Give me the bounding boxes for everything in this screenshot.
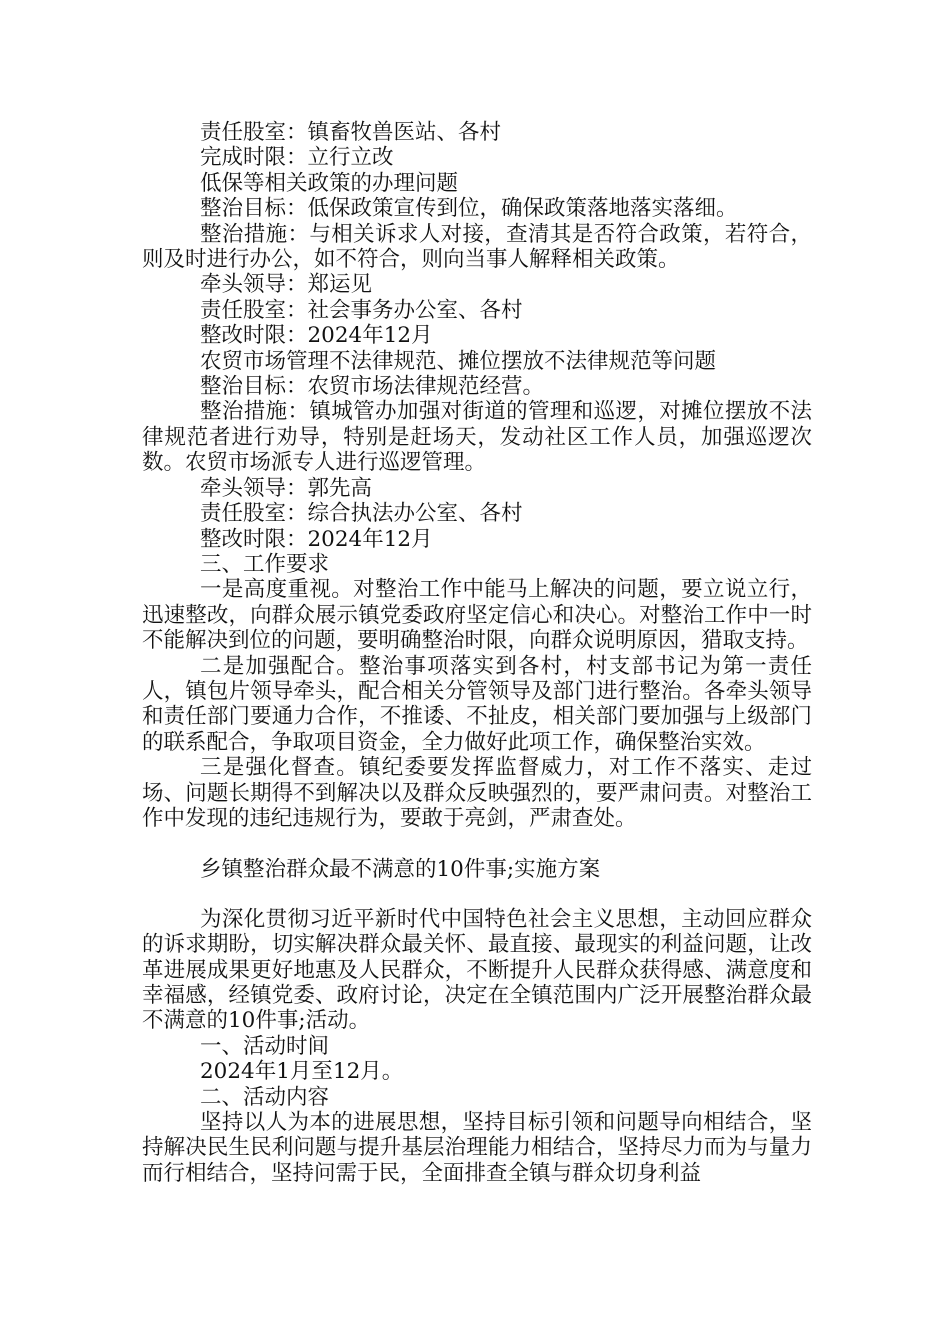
paragraph: 牵头领导：郭先高 [200, 475, 373, 501]
paragraph: 为深化贯彻习近平新时代中国特色社会主义思想，主动回应群众的诉求期盼，切实解决群众最关怀、最直接、最现实的利益问题，让改革进展成果更好地惠及人民群众，不断提升人民群众获得感、满意度和幸福感，经镇党委、政府讨论，决定在全镇范围内广泛开展整治群众最不满意的10件事;活动。 [142, 906, 812, 1034]
paragraph: 责任股室：综合执法办公室、各村 [200, 501, 523, 527]
paragraph: 农贸市场管理不法律规范、摊位摆放不法律规范等问题 [200, 348, 717, 374]
paragraph: 低保等相关政策的办理问题 [200, 170, 459, 196]
paragraph: 责任股室：镇畜牧兽医站、各村 [200, 120, 502, 145]
paragraph: 责任股室：社会事务办公室、各村 [200, 297, 523, 323]
spacer [142, 883, 812, 907]
paragraph: 完成时限：立行立改 [200, 145, 394, 171]
paragraph: 一是高度重视。对整治工作中能马上解决的问题，要立说立行，迅速整改，向群众展示镇党委政府坚定信心和决心。对整治工作中一时不能解决到位的问题，要明确整治时限，向群众说明原因，猎取支持。 [142, 577, 812, 654]
document-title: 乡镇整治群众最不满意的10件事;实施方案 [200, 857, 601, 883]
paragraph: 三、工作要求 [200, 551, 330, 577]
paragraph: 三是强化督查。镇纪委要发挥监督威力，对工作不落实、走过场、问题长期得不到解决以及群众反映强烈的，要严肃问责。对整治工作中发现的违纪违规行为，要敢于亮剑，严肃查处。 [142, 755, 812, 831]
paragraph: 整治措施：与相关诉求人对接，查清其是否符合政策，若符合，则及时进行办公，如不符合，则向当事人解释相关政策。 [142, 221, 812, 273]
paragraph: 一、活动时间 [200, 1033, 330, 1059]
paragraph: 二、活动内容 [200, 1084, 330, 1110]
paragraph: 整治措施：镇城管办加强对街道的管理和巡逻，对摊位摆放不法律规范者进行劝导，特别是赶场天，发动社区工作人员，加强巡逻次数。农贸市场派专人进行巡逻管理。 [142, 399, 812, 476]
section-implementation-plan [142, 907, 812, 1186]
paragraph: 坚持以人为本的进展思想，坚持目标引领和问题导向相结合，坚持解决民生民利问题与提升基层治理能力相结合，坚持尽力而为与量力而行相结合，坚持问需于民，全面排查全镇与群众切身利益 [142, 1110, 812, 1186]
paragraph: 二是加强配合。整治事项落实到各村，村支部书记为第一责任人，镇包片领导牵头，配合相关分管领导及部门进行整治。各牵头领导和责任部门要通力合作，不推诿、不扯皮，相关部门要加强与上级部门的联系配合，争取项目资金，全力做好此项工作，确保整治实效。 [142, 653, 812, 755]
document-page [142, 120, 812, 1186]
paragraph: 整改时限：2024年12月 [200, 526, 433, 552]
paragraph: 整治目标：低保政策宣传到位，确保政策落地落实落细。 [200, 196, 738, 222]
paragraph: 整治目标：农贸市场法律规范经营。 [200, 374, 545, 400]
paragraph: 整改时限：2024年12月 [200, 323, 433, 349]
section-rectification-items [142, 120, 812, 831]
paragraph: 2024年1月至12月。 [200, 1059, 404, 1085]
paragraph: 牵头领导：郑运见 [200, 272, 373, 298]
spacer [142, 831, 812, 857]
